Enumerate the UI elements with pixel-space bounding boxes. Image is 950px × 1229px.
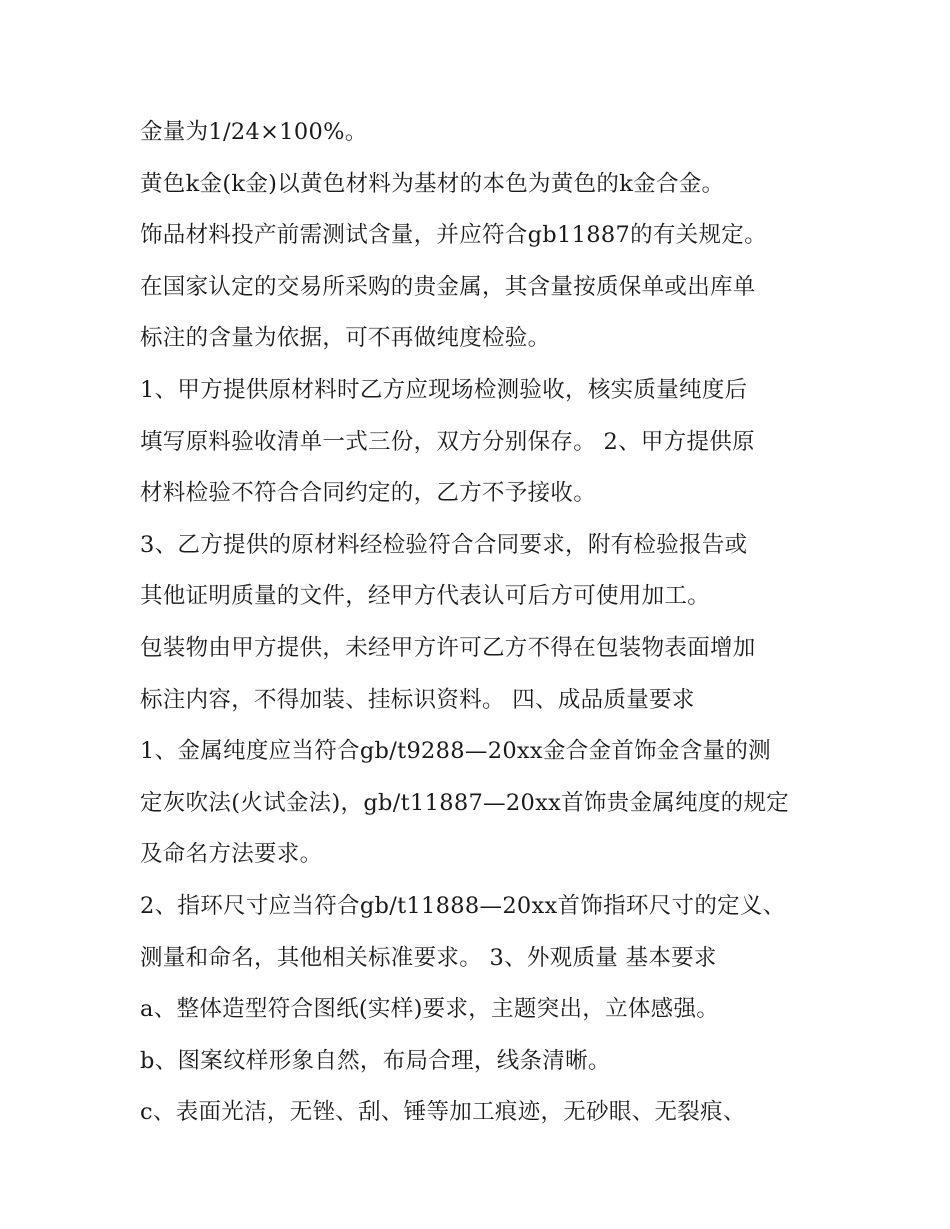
- text-line: a、整体造型符合图纸(实样)要求，主题突出，立体感强。: [140, 996, 720, 1023]
- text-line: 在国家认定的交易所采购的贵金属，其含量按质保单或出库单: [140, 273, 756, 300]
- text-line: 1、金属纯度应当符合gb/t9288—20xx金合金首饰金含量的测: [140, 738, 771, 765]
- text-line: 3、乙方提供的原材料经检验符合合同要求，附有检验报告或: [140, 531, 748, 558]
- text-line: 及命名方法要求。: [140, 841, 323, 868]
- text-line: 其他证明质量的文件，经甲方代表认可后方可使用加工。: [140, 583, 711, 610]
- text-line: 测量和命名，其他相关标准要求。 3、外观质量 基本要求: [140, 944, 717, 971]
- text-line: 标注内容，不得加装、挂标识资料。 四、成品质量要求: [140, 686, 695, 713]
- text-line: 标注的含量为依据，可不再做纯度检验。: [140, 325, 551, 352]
- text-line: c、表面光洁，无锉、刮、锤等加工痕迹，无砂眼、无裂痕、: [140, 1099, 746, 1126]
- text-line: 黄色k金(k金)以黄色材料为基材的本色为黄色的k金合金。: [140, 170, 725, 197]
- text-line: b、图案纹样形象自然，布局合理，线条清晰。: [140, 1047, 611, 1074]
- text-line: 包装物由甲方提供，未经甲方许可乙方不得在包装物表面增加: [140, 634, 756, 661]
- document-body: [140, 107, 830, 1139]
- text-line: 材料检验不符合合同约定的，乙方不予接收。: [140, 480, 597, 507]
- text-line: 金量为1/24×100%。: [140, 119, 368, 145]
- text-line: 填写原料验收清单一式三份，双方分别保存。 2、甲方提供原: [140, 428, 755, 455]
- text-line: 1、甲方提供原材料时乙方应现场检测验收，核实质量纯度后: [140, 376, 748, 403]
- text-line: 定灰吹法(火试金法)，gb/t11887—20xx首饰贵金属纯度的规定: [140, 789, 790, 816]
- text-line: 饰品材料投产前需测试含量，并应符合gb11887的有关规定。: [140, 222, 767, 249]
- text-line: 2、指环尺寸应当符合gb/t11888—20xx首饰指环尺寸的定义、: [140, 892, 786, 919]
